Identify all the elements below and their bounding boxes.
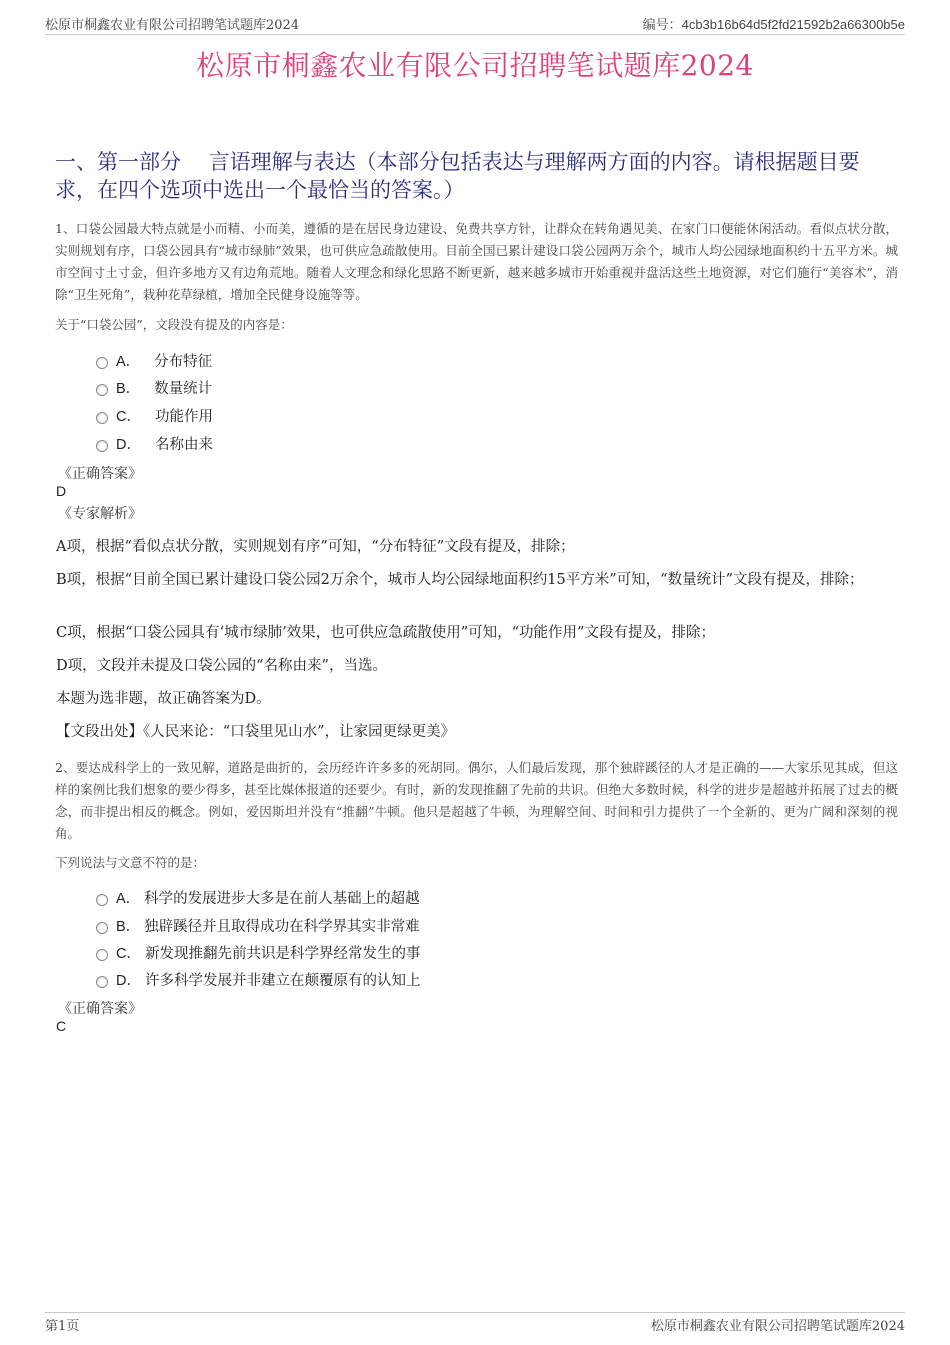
q2-prompt: 下列说法与文意不符的是： [55, 855, 206, 870]
option-letter: C． [116, 946, 141, 962]
q1-analysis-d: D项，文段并未提及口袋公园的“名称由来”，当选。 [56, 658, 387, 674]
q2-option-d[interactable] [96, 969, 420, 990]
footer-doc-title: 松原市桐鑫农业有限公司招聘笔试题库2024 [650, 1319, 905, 1334]
q2-answer-label: 《正确答案》 [58, 1001, 142, 1017]
header-doc-id: 编号：4cb3b16b64d5f2fd21592b2a66300b5e [642, 17, 905, 32]
header-doc-title: 松原市桐鑫农业有限公司招聘笔试题库2024 [45, 18, 300, 33]
page-footer [45, 1312, 905, 1334]
radio-button-icon[interactable] [96, 412, 108, 424]
radio-button-icon[interactable] [96, 922, 108, 934]
q2-option-b[interactable] [96, 915, 420, 936]
option-letter: B． [116, 381, 141, 397]
option-text: 分布特征 [154, 354, 213, 370]
radio-button-icon[interactable] [96, 949, 108, 961]
option-text: 新发现推翻先前共识是科学界经常发生的事 [144, 946, 421, 962]
option-text: 功能作用 [154, 409, 213, 425]
q1-option-a[interactable] [96, 350, 212, 371]
q2-passage: 2、要达成科学上的一致见解，道路是曲折的，会历经许许多多的死胡同。偶尔，人们最后发现，那个独辟蹊径的人才是正确的——大家乐见其成，但这样的案例比我们想象的要少得多，甚至比媒体报道的还要少。有时，新的发现推翻了先前的共识。但绝大多数时候，科学的进步是超越并拓展了过去的概念，而非提出相反的概念。例如，爱因斯坦并没有“推翻”牛顿。他只是超越了牛顿，为理解空间、时间和引力提供了一个全新的、更为广阔和深刻的视角。 [55, 760, 898, 841]
radio-button-icon[interactable] [96, 357, 108, 369]
q1-answer: D [56, 483, 67, 499]
q2-option-c[interactable] [96, 942, 420, 963]
radio-button-icon[interactable] [96, 440, 108, 452]
q2-option-a[interactable] [96, 887, 420, 908]
option-letter: D． [116, 437, 141, 453]
q1-option-d[interactable] [96, 433, 213, 454]
option-letter: A． [116, 354, 141, 370]
q1-passage: 1、口袋公园最大特点就是小而精、小而美，遵循的是在居民身边建设、免费共享方针，让群众在转角遇见美、在家门口便能休闲活动。看似点状分散，实则规划有序，口袋公园具有“城市绿肺”效果，也可供应急疏散使用。目前全国已累计建设口袋公园两万余个，城市人均公园绿地面积约十五平方米。城市空间寸土寸金，但许多地方又有边角荒地。随着人文理念和绿化思路不断更新，越来越多城市开始重视并盘活这些土地资源，对它们施行“美容术”，消除“卫生死角”，栽种花草绿植，增加全民健身设施等等。 [55, 221, 898, 302]
footer-page-number: 第1页 [45, 1319, 80, 1334]
q1-analysis-b: B项，根据“目前全国已累计建设口袋公园2万余个，城市人均公园绿地面积约15平方米”可知，“数量统计”文段有提及，排除； [56, 572, 864, 588]
radio-button-icon[interactable] [96, 894, 108, 906]
option-text: 科学的发展进步大多是在前人基础上的超越 [144, 891, 420, 907]
radio-button-icon[interactable] [96, 384, 108, 396]
q1-answer-label: 《正确答案》 [58, 466, 142, 482]
option-text: 数量统计 [154, 381, 213, 397]
q1-conclusion: 本题为选非题，故正确答案为D。 [56, 691, 271, 707]
section-title: 一、第一部分 言语理解与表达（本部分包括表达与理解两方面的内容。请根据题目要求，在四个选项中选出一个最恰当的答案。） [55, 150, 860, 202]
q1-option-c[interactable] [96, 405, 213, 426]
page-header [45, 14, 905, 35]
q1-analysis-c: C项，根据“口袋公园具有‘城市绿肺’效果，也可供应急疏散使用”可知，“功能作用”文段有提及，排除； [56, 625, 715, 641]
option-letter: D． [116, 973, 141, 989]
q1-source: 【文段出处】《人民来论：“口袋里见山水”，让家园更绿更美》 [56, 724, 456, 740]
q2-answer: C [56, 1018, 67, 1034]
option-letter: B． [116, 919, 141, 935]
option-letter: A． [116, 891, 141, 907]
option-letter: C． [116, 409, 141, 425]
page-title: 松原市桐鑫农业有限公司招聘笔试题库2024 [196, 49, 754, 82]
option-text: 名称由来 [154, 437, 213, 453]
option-text: 独辟蹊径并且取得成功在科学界其实非常难 [144, 919, 420, 935]
radio-button-icon[interactable] [96, 976, 108, 988]
q1-analysis-label: 《专家解析》 [58, 506, 142, 522]
q1-analysis-a: A项，根据“看似点状分散，实则规划有序”可知，“分布特征”文段有提及，排除； [56, 539, 575, 555]
q1-prompt: 关于“口袋公园”，文段没有提及的内容是： [55, 317, 293, 332]
q1-option-b[interactable] [96, 377, 212, 398]
option-text: 许多科学发展并非建立在颠覆原有的认知上 [144, 973, 421, 989]
